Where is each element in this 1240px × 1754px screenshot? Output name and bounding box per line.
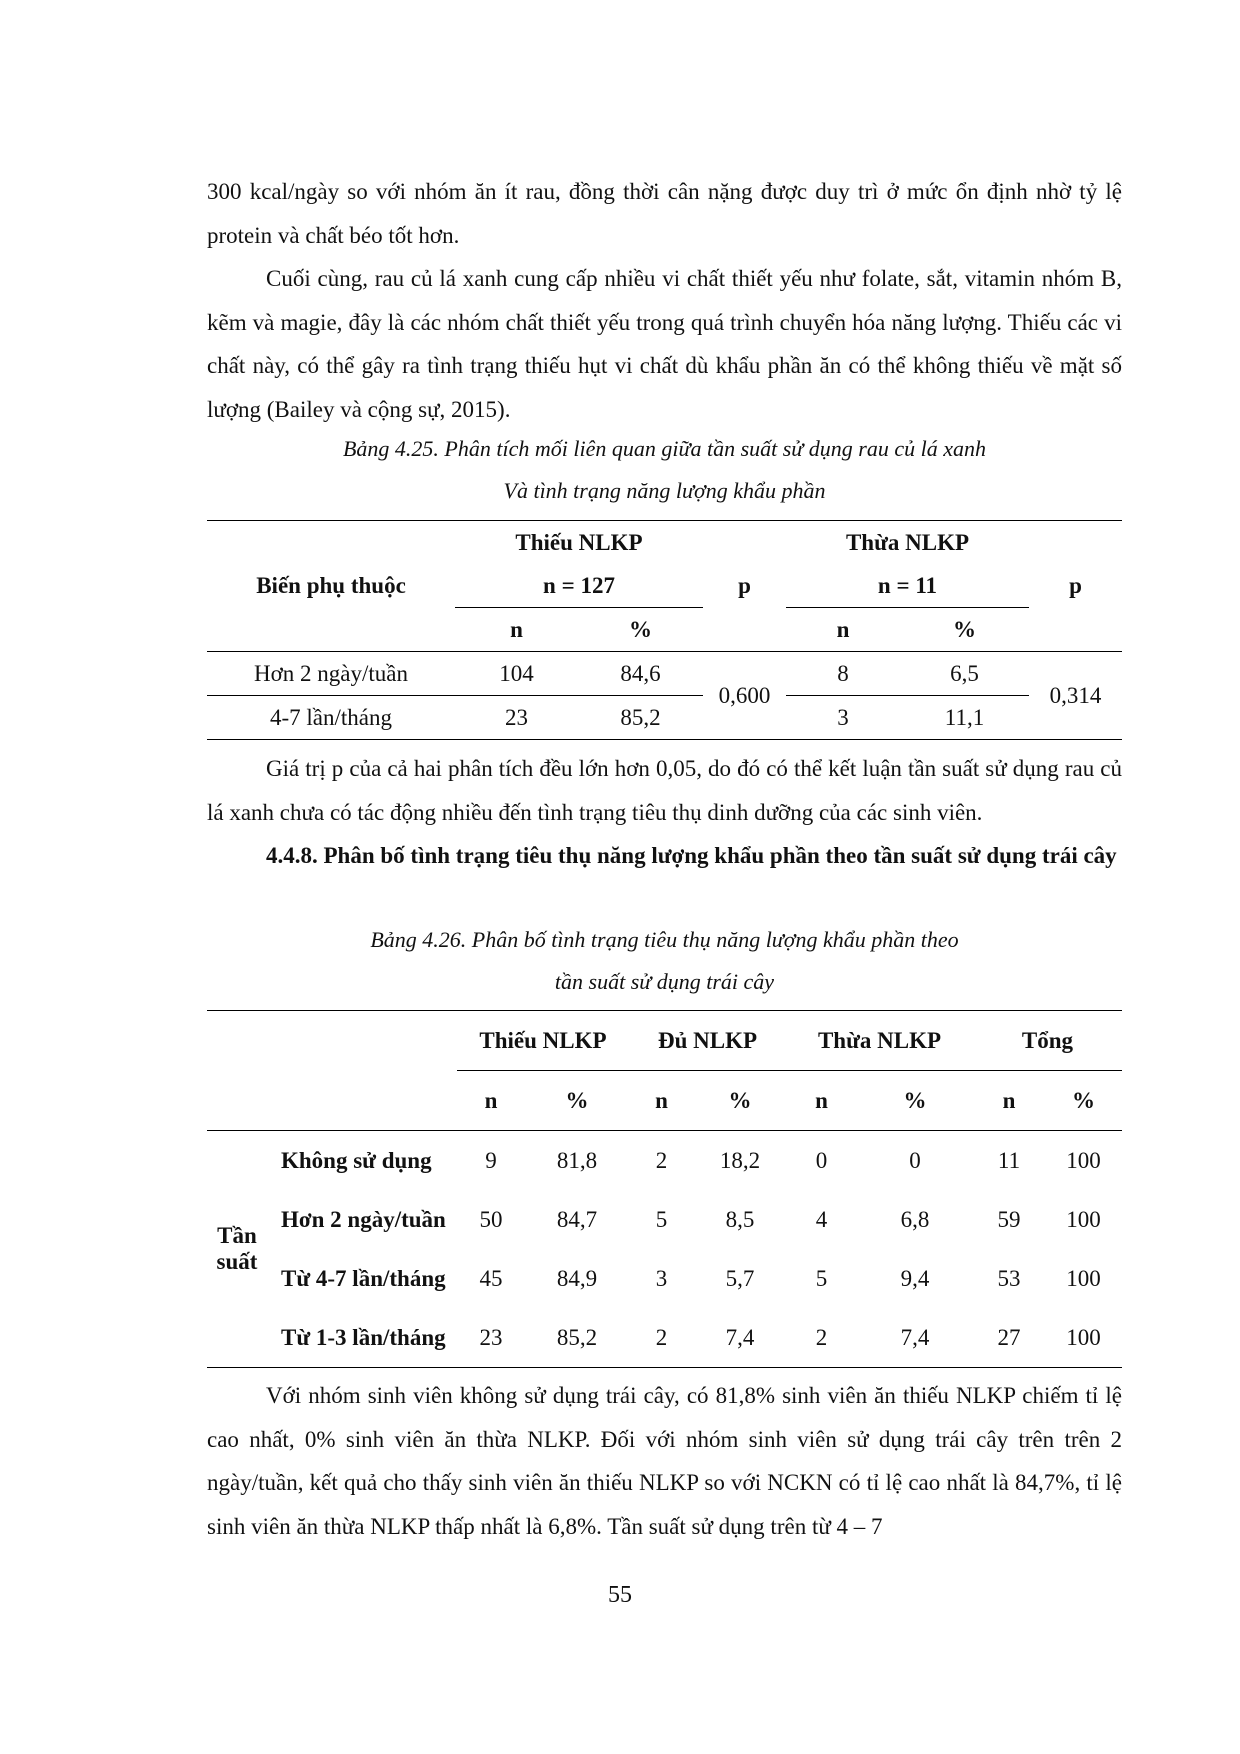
group-label-line2: suất [216, 1249, 258, 1274]
cell: 81,8 [556, 1147, 598, 1173]
cell: 5,7 [725, 1265, 755, 1291]
cell: 100 [1066, 1265, 1101, 1291]
cell: 2 [629, 1308, 694, 1368]
cell: 9 [485, 1147, 497, 1173]
table-row [207, 1190, 1122, 1249]
cell: 5 [815, 1265, 828, 1291]
p-value-1: 0,600 [703, 652, 786, 740]
header-empty [207, 1071, 457, 1131]
row-label: Từ 4-7 lần/tháng [281, 1265, 446, 1291]
header-n: n [786, 1071, 857, 1131]
group-label-line1: Tần [217, 1223, 257, 1248]
cell: 85,2 [578, 696, 703, 740]
cell: 59 [997, 1206, 1021, 1232]
cell: 53 [997, 1265, 1021, 1291]
cell: 100 [1066, 1206, 1101, 1232]
cell: 11 [997, 1147, 1021, 1173]
table-row [207, 652, 1122, 696]
header-pct: % [857, 1071, 973, 1131]
cell: 23 [455, 696, 578, 740]
header-n: n [836, 616, 850, 642]
header-group2: Thừa NLKP [786, 521, 1029, 565]
header-group2-n: n = 11 [786, 564, 1029, 608]
cell: 45 [479, 1265, 503, 1291]
paragraph-4: Với nhóm sinh viên không sử dụng trái cây, có 81,8% sinh viên ăn thiếu NLKP chiếm tỉ lệ cao nhất, 0% sinh viên ăn thừa NLKP. Đối với nhóm sinh viên sử dụng trái cây trên trên 2 ngày/tuần, kết quả cho thấy sinh viên ăn thiếu NLKP so với NCKN có tỉ lệ cao nhất là 84,7%, tỉ lệ sinh viên ăn thừa NLKP thấp nhất là 6,8%. Tần suất sử dụng trên từ 4 – 7 [207, 1383, 1122, 1539]
p-value-2: 0,314 [1029, 652, 1122, 740]
cell: 9,4 [900, 1265, 930, 1291]
header-empty [207, 1011, 457, 1071]
header-n: n [457, 1071, 525, 1131]
header-n: n [973, 1071, 1045, 1131]
cell: 50 [479, 1206, 503, 1232]
row-label: Không sử dụng [281, 1147, 432, 1173]
table1-caption-line1: Bảng 4.25. Phân tích mối liên quan giữa tần suất sử dụng rau củ lá xanh [342, 436, 987, 461]
cell: 100 [1066, 1147, 1101, 1173]
table2-caption-line2: tần suất sử dụng trái cây [554, 969, 775, 994]
cell: 5 [655, 1206, 668, 1232]
table-4-26 [207, 1010, 1122, 1368]
header-dependent-variable: Biến phụ thuộc [207, 521, 455, 652]
row-label: Hơn 2 ngày/tuần [207, 652, 455, 696]
table-row [207, 1249, 1122, 1308]
cell: 104 [455, 652, 578, 696]
header-thua: Thừa NLKP [786, 1011, 973, 1071]
row-label: Hơn 2 ngày/tuần [281, 1206, 446, 1232]
table1-caption-line2: Và tình trạng năng lượng khẩu phần [503, 478, 826, 503]
header-tong: Tổng [973, 1011, 1122, 1071]
header-pct: % [629, 616, 652, 642]
cell: 3 [655, 1265, 668, 1291]
header-thieu: Thiếu NLKP [457, 1011, 629, 1071]
cell: 84,7 [556, 1206, 598, 1232]
cell: 8,5 [725, 1206, 755, 1232]
header-n: n [629, 1071, 694, 1131]
paragraph-2: Cuối cùng, rau củ lá xanh cung cấp nhiều vi chất thiết yếu như folate, sắt, vitamin nhóm B, kẽm và magie, đây là các nhóm chất thiết yếu trong quá trình chuyển hóa năng lượng. Thiếu các vi chất này, có thể gây ra tình trạng thiếu hụt vi chất dù khẩu phần ăn có thể không thiếu về mặt số lượng (Bailey và cộng sự, 2015). [207, 266, 1122, 422]
cell: 2 [786, 1308, 857, 1368]
header-p1: p [703, 521, 786, 652]
page-number: 55 [608, 1582, 632, 1608]
header-pct: % [694, 1071, 786, 1131]
header-group1: Thiếu NLKP [455, 521, 703, 565]
header-du: Đủ NLKP [629, 1011, 786, 1071]
header-pct: % [1045, 1071, 1122, 1131]
cell: 8 [786, 652, 900, 696]
header-n: n [510, 616, 523, 642]
cell: 11,1 [900, 696, 1029, 740]
group-label [207, 1131, 267, 1368]
table2-caption-line1: Bảng 4.26. Phân bố tình trạng tiêu thụ năng lượng khẩu phần theo [370, 927, 959, 952]
table-4-25 [207, 520, 1122, 740]
table-row [207, 1131, 1122, 1191]
header-group1-n: n = 127 [455, 564, 703, 608]
cell: 23 [457, 1308, 525, 1368]
cell: 3 [786, 696, 900, 740]
cell: 18,2 [719, 1147, 761, 1173]
row-label: 4-7 lần/tháng [207, 696, 455, 740]
cell: 85,2 [525, 1308, 629, 1368]
section-heading: 4.4.8. Phân bố tình trạng tiêu thụ năng lượng khẩu phần theo tần suất sử dụng trái cây [266, 843, 1117, 868]
header-pct: % [953, 616, 976, 642]
cell: 84,9 [556, 1265, 598, 1291]
row-label: Từ 1-3 lần/tháng [267, 1308, 457, 1368]
cell: 6,5 [900, 652, 1029, 696]
cell: 2 [655, 1147, 668, 1173]
cell: 27 [973, 1308, 1045, 1368]
header-p2: p [1029, 521, 1122, 652]
paragraph-3: Giá trị p của cả hai phân tích đều lớn hơn 0,05, do đó có thể kết luận tần suất sử dụng rau củ lá xanh chưa có tác động nhiều đến tình trạng tiêu thụ dinh dưỡng của các sinh viên. [207, 756, 1122, 825]
table-row [207, 696, 1122, 740]
cell: 0 [815, 1147, 828, 1173]
header-pct: % [525, 1071, 629, 1131]
cell: 84,6 [578, 652, 703, 696]
cell: 6,8 [900, 1206, 930, 1232]
cell: 4 [815, 1206, 828, 1232]
cell: 100 [1045, 1308, 1122, 1368]
cell: 7,4 [694, 1308, 786, 1368]
table-row [207, 1308, 1122, 1368]
cell: 7,4 [857, 1308, 973, 1368]
paragraph-1: 300 kcal/ngày so với nhóm ăn ít rau, đồng thời cân nặng được duy trì ở mức ổn định nhờ tỷ lệ protein và chất béo tốt hơn. [207, 179, 1122, 248]
cell: 0 [909, 1147, 921, 1173]
